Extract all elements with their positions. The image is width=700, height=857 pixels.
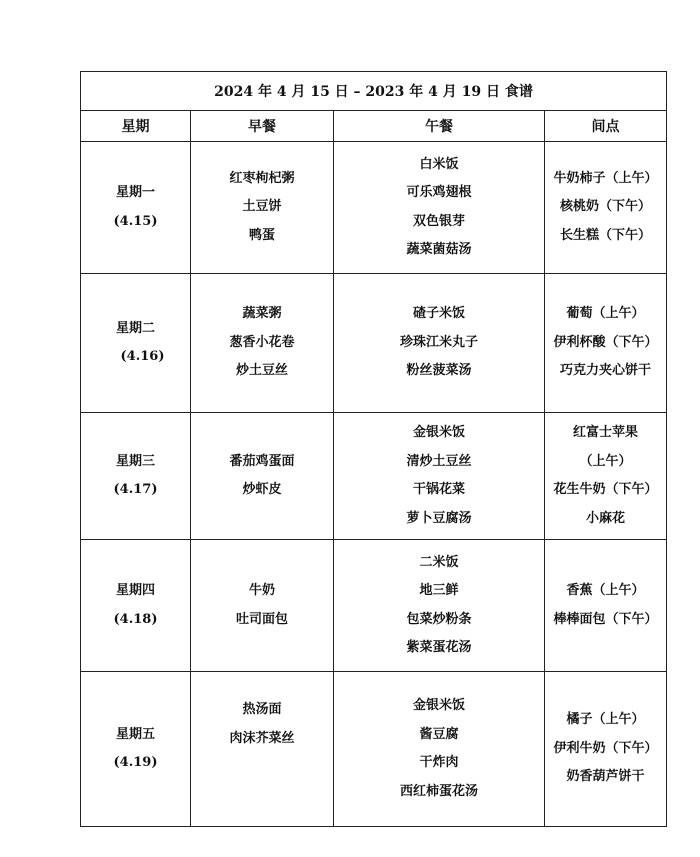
day-name: 星期三: [115, 453, 155, 469]
day-date: (4.17): [113, 482, 158, 497]
snack-cell: [545, 540, 667, 672]
lunch-item: 干锅花菜: [412, 482, 465, 497]
header-snack: 间点: [545, 111, 667, 142]
lunch-item: 包菜炒粉条: [406, 611, 472, 627]
lunch-cell: [334, 142, 545, 274]
lunch-cell: [334, 413, 545, 540]
snack-item: 香蕉（上午）: [566, 583, 645, 598]
day-cell: [81, 142, 191, 274]
day-cell: [81, 672, 191, 827]
menu-title: 2024 年 4 月 15 日 – 2023 年 4 月 19 日 食谱: [81, 72, 667, 111]
snack-item: 伊利牛奶（下午）: [553, 740, 658, 756]
header-breakfast: 早餐: [191, 111, 334, 142]
lunch-item: 干炸肉: [419, 755, 459, 770]
snack-item: 橘子（上午）: [566, 712, 645, 728]
breakfast-cell: [191, 413, 334, 540]
day-cell: [81, 540, 191, 672]
breakfast-item: 蔬菜粥: [242, 306, 282, 322]
lunch-item: 二米饭: [419, 554, 459, 570]
snack-item: 棒棒面包（下午）: [553, 611, 658, 627]
lunch-cell: [334, 672, 545, 827]
breakfast-item: 鸭蛋: [248, 227, 275, 243]
lunch-cell: [334, 274, 545, 413]
breakfast-item: 炒土豆丝: [235, 363, 288, 379]
snack-item: 花生牛奶（下午）: [553, 482, 658, 497]
breakfast-cell: [191, 142, 334, 274]
lunch-item: 紫菜蛋花汤: [406, 640, 472, 655]
breakfast-cell: [191, 672, 334, 827]
snack-item: 巧克力夹心饼干: [559, 363, 651, 379]
lunch-item: 酱豆腐: [419, 726, 459, 742]
snack-item: 牛奶柿子（上午）: [553, 170, 658, 186]
day-date: (4.19): [113, 755, 158, 770]
breakfast-item: 番茄鸡蛋面: [229, 453, 295, 469]
lunch-item: 珍珠江米丸子: [399, 334, 478, 350]
lunch-item: 金银米饭: [412, 698, 465, 713]
snack-item: 红富士苹果: [572, 425, 638, 440]
lunch-item: 西红柿蛋花汤: [399, 783, 478, 799]
day-date: (4.16): [120, 349, 165, 364]
snack-item: （上午）: [579, 453, 632, 469]
breakfast-item: 土豆饼: [242, 199, 282, 215]
snack-item: 长生糕（下午）: [559, 227, 651, 243]
breakfast-item: 吐司面包: [235, 611, 288, 627]
lunch-item: 双色银芽: [412, 213, 465, 229]
breakfast-item: 热汤面: [242, 702, 282, 717]
table-row-tuesday: [81, 274, 667, 413]
snack-item: 葡萄（上午）: [566, 306, 645, 322]
snack-cell: [545, 413, 667, 540]
lunch-cell: [334, 540, 545, 672]
day-date: (4.15): [113, 213, 158, 229]
header-day: 星期: [81, 111, 191, 142]
day-cell: [81, 413, 191, 540]
breakfast-item: 炒虾皮: [242, 482, 282, 497]
menu-table: [80, 71, 667, 827]
breakfast-item: 肉沫芥菜丝: [229, 730, 295, 746]
lunch-item: 白米饭: [419, 156, 459, 172]
lunch-item: 萝卜豆腐汤: [406, 510, 472, 526]
table-row-wednesday: [81, 413, 667, 540]
table-row-monday: [81, 142, 667, 274]
breakfast-item: 红枣枸杞粥: [229, 170, 295, 186]
snack-item: 奶香葫芦饼干: [566, 769, 645, 785]
lunch-item: 地三鲜: [419, 583, 459, 598]
lunch-item: 金银米饭: [412, 425, 465, 440]
table-row-friday: [81, 672, 667, 827]
breakfast-item: 牛奶: [248, 583, 275, 598]
snack-cell: [545, 142, 667, 274]
lunch-item: 碴子米饭: [412, 306, 465, 322]
header-lunch: 午餐: [334, 111, 545, 142]
day-name: 星期五: [115, 726, 155, 742]
day-name: 星期一: [115, 185, 155, 200]
day-cell: [81, 274, 191, 413]
lunch-item: 清炒土豆丝: [406, 453, 472, 469]
snack-item: 小麻花: [585, 510, 625, 526]
snack-item: 核桃奶（下午）: [559, 199, 651, 215]
day-date: (4.18): [113, 611, 158, 627]
lunch-item: 可乐鸡翅根: [406, 185, 472, 200]
breakfast-item: 葱香小花卷: [229, 334, 295, 350]
day-name: 星期四: [115, 583, 155, 598]
snack-cell: [545, 274, 667, 413]
breakfast-cell: [191, 274, 334, 413]
day-name: 星期二: [115, 320, 155, 336]
header-row: [81, 111, 667, 142]
snack-cell: [545, 672, 667, 827]
lunch-item: 蔬菜菌菇汤: [406, 242, 472, 257]
lunch-item: 粉丝菠菜汤: [406, 363, 472, 379]
breakfast-cell: [191, 540, 334, 672]
table-row-thursday: [81, 540, 667, 672]
snack-item: 伊利杯酸（下午）: [553, 334, 658, 350]
